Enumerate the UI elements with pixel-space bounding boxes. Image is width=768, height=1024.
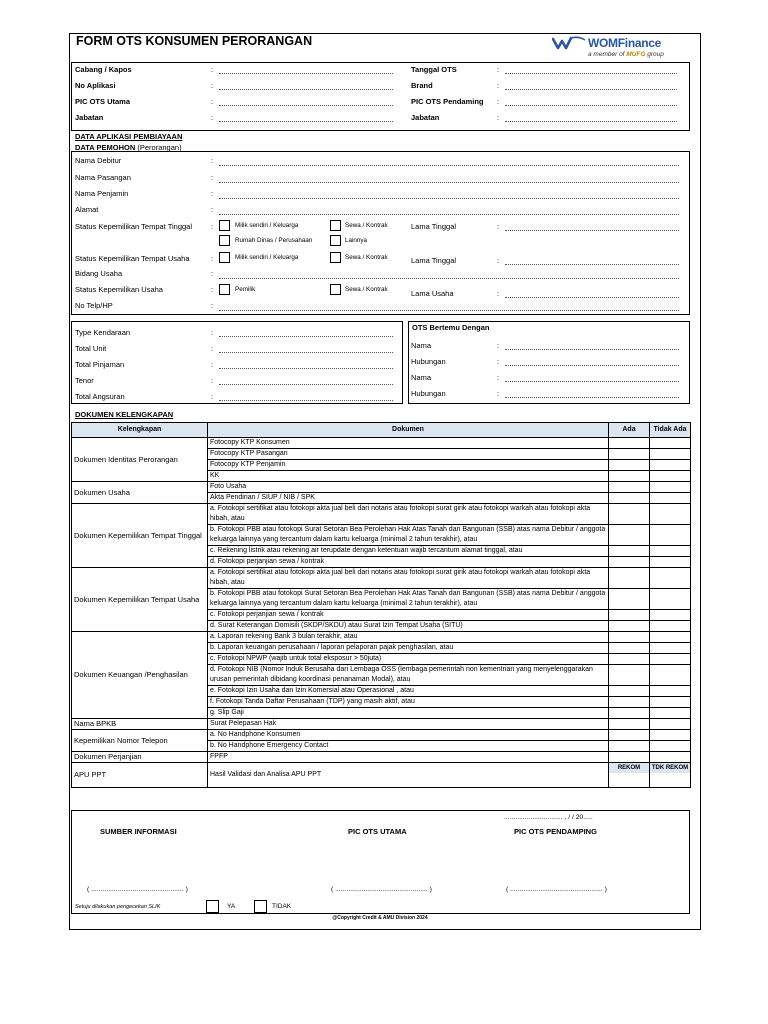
ada-cell[interactable] (609, 752, 650, 763)
ada-cell[interactable] (609, 730, 650, 741)
opt-usaha-sewa: Sewa / Kontrak (345, 254, 388, 261)
tidak-ada-cell[interactable] (650, 665, 691, 686)
colon: : (497, 389, 500, 398)
kelengkapan-cell: Dokumen Perjanjian (72, 752, 208, 763)
colon: : (211, 173, 214, 182)
dokumen-cell: KK (208, 471, 609, 482)
tidak-ada-cell[interactable] (650, 708, 691, 719)
dokumen-cell: FPFP (208, 752, 609, 763)
kelengkapan-cell: Kepemilikan Nomor Telepon (72, 730, 208, 752)
ots-hubungan-1-field[interactable] (505, 365, 679, 366)
pic-utama-signature[interactable]: ( ................................................. ) (331, 886, 432, 893)
dokumen-cell: c. Fotokopi NPWP (wajib untuk total eksposur > 50juta) (208, 654, 609, 665)
ada-cell[interactable] (609, 632, 650, 643)
footer-copyright: @Copyright Credit & AMU Division 2024 (332, 915, 428, 921)
dokumen-cell: Fotocopy KTP Konsumen (208, 438, 609, 449)
tidak-ada-cell[interactable] (650, 493, 691, 504)
jabatan-field[interactable] (219, 121, 393, 122)
ada-cell[interactable] (609, 610, 650, 621)
slik-ya-label: YA (227, 903, 236, 910)
slik-consent-label: Setuju dilakukan pengecekan SLIK (75, 904, 161, 910)
dokumen-cell: a. No Handphone Konsumen (208, 730, 609, 741)
colon: : (211, 222, 214, 231)
tdk-rekom-cell[interactable] (650, 763, 691, 788)
opt-lainnya: Lainnya (345, 237, 368, 244)
opt-pemilik: Pemilik (235, 286, 256, 293)
date-line[interactable]: ............................... , / / 20..... (504, 814, 593, 821)
pic-ots-pendaming-field[interactable] (505, 105, 677, 106)
colon: : (497, 97, 500, 106)
ots-bertemu-box (408, 321, 690, 404)
dokumen-cell: a. Laporan rekening Bank 3 bulan terakhir, atau (208, 632, 609, 643)
usaha-sewa-checkbox[interactable] (330, 252, 341, 263)
dokumen-cell: a. Fotokopi sertifikat atau fotokopi akta jual beli dari notaris atau fotokopi surat girik atau fotokopi warkah atau fotokopi akta hibah, atau (208, 504, 609, 525)
table-row (72, 632, 691, 643)
header-tidak-ada: Tidak Ada (650, 423, 691, 438)
logo-subtitle: a member of MUFG group (588, 51, 664, 58)
lama-tinggal-usaha-label: Lama Tinggal (411, 256, 457, 265)
kelengkapan-cell: Dokumen Kepemilikan Tempat Usaha (72, 568, 208, 632)
ada-cell[interactable] (609, 525, 650, 546)
ots-nama-2-label: Nama (411, 373, 432, 382)
table-row (72, 482, 691, 493)
table-header-row (72, 423, 691, 438)
colon: : (211, 156, 214, 165)
colon: : (211, 269, 214, 278)
milik-sewa-checkbox[interactable] (330, 284, 341, 295)
colon: : (211, 392, 214, 401)
tidak-ada-cell[interactable] (650, 471, 691, 482)
colon: : (211, 254, 214, 263)
dokumen-cell: Akta Pendirian / SIUP / NIB / SPK (208, 493, 609, 504)
colon: : (211, 376, 214, 385)
lama-usaha-label: Lama Usaha (411, 289, 454, 298)
tenor-field[interactable] (219, 384, 393, 385)
brand-label: Brand (411, 81, 433, 90)
table-row (72, 752, 691, 763)
tidak-ada-cell[interactable] (650, 741, 691, 752)
table-row (72, 504, 691, 525)
tidak-ada-cell[interactable] (650, 557, 691, 568)
lama-tinggal-label: Lama Tinggal (411, 222, 457, 231)
colon: : (211, 344, 214, 353)
nama-debitur-field[interactable] (219, 165, 679, 166)
cabang-field[interactable] (219, 73, 393, 74)
dokumen-cell: g. Slip Gaji (208, 708, 609, 719)
sumber-signature[interactable]: ( ................................................. ) (87, 886, 188, 893)
total-angsuran-field[interactable] (219, 400, 393, 401)
pic-ots-pendaming-label: PIC OTS Pendaming (411, 97, 484, 106)
rumah-dinas-checkbox[interactable] (219, 235, 230, 246)
tidak-ada-cell[interactable] (650, 752, 691, 763)
tidak-ada-cell[interactable] (650, 632, 691, 643)
colon: : (497, 373, 500, 382)
ada-cell[interactable] (609, 621, 650, 632)
milik-sendiri-checkbox[interactable] (219, 220, 230, 231)
tidak-ada-cell[interactable] (650, 438, 691, 449)
dokumen-cell: Fotocopy KTP Penjamin (208, 460, 609, 471)
jabatan-right-label: Jabatan (411, 113, 440, 122)
kelengkapan-cell: Dokumen Kepemilikan Tempat Tinggal (72, 504, 208, 568)
dokumen-cell: d. Fotokopi NIB (Nomor Induk Berusaha dari Lembaga OSS (lembaga pemerintah non kementrian yang menyelenggarakan urusan pemerintah dibidang koordinasi penanaman Modal), atau (208, 665, 609, 686)
tdk-rekom-label: TDK REKOM (651, 765, 689, 771)
nama-pasangan-label: Nama Pasangan (75, 173, 131, 182)
dokumen-cell: d. Surat Keterangan Domisili (SKDP/SKDU) atau Surat Izin Tempat Usaha (SITU) (208, 621, 609, 632)
sewa-kontrak-checkbox[interactable] (330, 220, 341, 231)
colon: : (497, 113, 500, 122)
pic-ots-pendamping-sign-label: PIC OTS PENDAMPING (514, 827, 597, 836)
colon: : (497, 289, 500, 298)
ada-cell[interactable] (609, 438, 650, 449)
table-row (72, 568, 691, 589)
nama-penjamin-label: Nama Penjamin (75, 189, 129, 198)
colon: : (497, 81, 500, 90)
telp-field[interactable] (219, 310, 679, 311)
colon: : (497, 222, 500, 231)
dokumen-cell: f. Fotokopi Tanda Daftar Perusahaan (TDP) yang masih aktif, atau (208, 697, 609, 708)
lama-usaha-field[interactable] (505, 297, 679, 298)
colon: : (497, 256, 500, 265)
pic-pendamping-signature[interactable]: ( ................................................. ) (506, 886, 607, 893)
jabatan-label: Jabatan (75, 113, 104, 122)
ots-bertemu-title: OTS Bertemu Dengan (412, 323, 490, 332)
ada-cell[interactable] (609, 471, 650, 482)
apu-ppt-label: APU PPT (72, 763, 208, 788)
total-unit-label: Total Unit (75, 344, 107, 353)
ada-cell[interactable] (609, 665, 650, 686)
no-aplikasi-field[interactable] (219, 89, 393, 90)
bidang-usaha-label: Bidang Usaha (75, 269, 123, 278)
tidak-ada-cell[interactable] (650, 525, 691, 546)
lama-tinggal-usaha-field[interactable] (505, 264, 679, 265)
pic-ots-utama-label: PIC OTS Utama (75, 97, 131, 106)
colon: : (211, 301, 214, 310)
pemilik-checkbox[interactable] (219, 284, 230, 295)
opt-milik-sendiri: Milik sendiri / Keluarga (235, 222, 299, 229)
table-row (72, 438, 691, 449)
cabang-label: Cabang / Kapos (75, 65, 132, 74)
data-aplikasi-heading: DATA APLIKASI PEMBIAYAAN (75, 132, 183, 141)
tidak-ada-cell[interactable] (650, 568, 691, 589)
nama-penjamin-field[interactable] (219, 198, 679, 199)
ots-nama-1-field[interactable] (505, 349, 679, 350)
dokumen-cell: e. Fotokopi Izin Usaha dan Izin Komersial atau Operasional , atau (208, 686, 609, 697)
telp-label: No Telp/HP (75, 301, 113, 310)
colon: : (211, 328, 214, 337)
kelengkapan-cell: Dokumen Keuangan /Penghasilan (72, 632, 208, 719)
colon: : (211, 65, 214, 74)
tenor-label: Tenor (75, 376, 94, 385)
header-ada: Ada (609, 423, 650, 438)
tidak-ada-cell[interactable] (650, 546, 691, 557)
data-pemohon-heading: DATA PEMOHON (Perorangan) (75, 143, 182, 152)
dokumen-cell: b. Fotokopi PBB atau fotokopi Surat Setoran Bea Perolehan Hak Atas Tanah dan Bangunan (SSB) atas nama Debitur / anggota keluarga lainnya yang tercantum dalam kartu keluarga (minimal 2 tahun terakhir), atau (208, 589, 609, 610)
dokumen-heading: DOKUMEN KELENGKAPAN (75, 410, 174, 419)
alamat-field[interactable] (219, 214, 679, 215)
pic-ots-utama-field[interactable] (219, 105, 393, 106)
ada-cell[interactable] (609, 686, 650, 697)
usaha-milik-sendiri-checkbox[interactable] (219, 252, 230, 263)
ada-cell[interactable] (609, 482, 650, 493)
rekom-label: REKOM (609, 763, 649, 773)
opt-rumah-dinas: Rumah Dinas / Perusahaan (235, 237, 313, 244)
header-kelengkapan: Kelengkapan (72, 423, 208, 438)
colon: : (211, 205, 214, 214)
opt-milik-sewa: Sewa / Kontrak (345, 286, 388, 293)
dokumen-cell: Surat Pelepasan Hak (208, 719, 609, 730)
dokumen-table-body (72, 438, 691, 788)
kelengkapan-cell: Dokumen Usaha (72, 482, 208, 504)
ada-cell[interactable] (609, 708, 650, 719)
ada-cell[interactable] (609, 449, 650, 460)
colon: : (211, 360, 214, 369)
ada-cell[interactable] (609, 504, 650, 525)
page-title: FORM OTS KONSUMEN PERORANGAN (76, 34, 313, 48)
ada-cell[interactable] (609, 643, 650, 654)
tidak-ada-cell[interactable] (650, 589, 691, 610)
rekom-cell[interactable] (609, 763, 650, 788)
table-row (72, 730, 691, 741)
pic-ots-utama-sign-label: PIC OTS UTAMA (348, 827, 407, 836)
ada-cell[interactable] (609, 460, 650, 471)
type-kendaraan-field[interactable] (219, 336, 393, 337)
status-milik-usaha-label: Status Kepemilikan Usaha (75, 285, 163, 294)
colon: : (211, 81, 214, 90)
ots-hubungan-2-field[interactable] (505, 397, 679, 398)
status-tinggal-label: Status Kepemilikan Tempat Tinggal (75, 222, 193, 231)
ots-nama-1-label: Nama (411, 341, 432, 350)
ots-nama-2-field[interactable] (505, 381, 679, 382)
dokumen-cell: b. Fotokopi PBB atau fotokopi Surat Setoran Bea Perolehan Hak Atas Tanah dan Bangunan (SSB) atas nama Debitur / anggota keluarga lainnya yang tercantum dalam kartu keluarga (minimal 2 tahun terakhir), atau (208, 525, 609, 546)
apu-ppt-row (72, 763, 691, 788)
slik-tidak-label: TIDAK (272, 903, 292, 910)
tanggal-ots-label: Tanggal OTS (411, 65, 457, 74)
tidak-ada-cell[interactable] (650, 621, 691, 632)
tidak-ada-cell[interactable] (650, 643, 691, 654)
tidak-ada-cell[interactable] (650, 460, 691, 471)
tidak-ada-cell[interactable] (650, 730, 691, 741)
total-unit-field[interactable] (219, 352, 393, 353)
colon: : (211, 285, 214, 294)
ada-cell[interactable] (609, 568, 650, 589)
colon: : (211, 189, 214, 198)
no-aplikasi-label: No Aplikasi (75, 81, 116, 90)
dokumen-cell: a. Fotokopi sertifikat atau fotokopi akta jual beli dari notaris atau fotokopi surat girik atau fotokopi warkah atau fotokopi akta hibah, atau (208, 568, 609, 589)
kelengkapan-cell: Nama BPKB (72, 719, 208, 730)
lainnya-checkbox[interactable] (330, 235, 341, 246)
ada-cell[interactable] (609, 493, 650, 504)
tidak-ada-cell[interactable] (650, 686, 691, 697)
colon: : (211, 97, 214, 106)
ada-cell[interactable] (609, 654, 650, 665)
ada-cell[interactable] (609, 557, 650, 568)
logo-text: WOMFinance (588, 36, 662, 50)
ada-cell[interactable] (609, 697, 650, 708)
opt-sewa-kontrak: Sewa / Kontrak (345, 222, 388, 229)
colon: : (497, 65, 500, 74)
tidak-ada-cell[interactable] (650, 449, 691, 460)
slik-ya-checkbox[interactable] (206, 900, 219, 913)
tidak-ada-cell[interactable] (650, 482, 691, 493)
total-pinjaman-label: Total Pinjaman (75, 360, 125, 369)
dokumen-cell: b. No Handphone Emergency Contact (208, 741, 609, 752)
lama-tinggal-field[interactable] (505, 230, 679, 231)
kelengkapan-cell: Dokumen Identitas Perorangan (72, 438, 208, 482)
ada-cell[interactable] (609, 589, 650, 610)
colon: : (497, 357, 500, 366)
dokumen-cell: c. Rekening listrik atau rekening air terupdate dengan ketentuan wajib tercantum alamat tinggal, atau (208, 546, 609, 557)
ada-cell[interactable] (609, 546, 650, 557)
status-usaha-label: Status Kepemilikan Tempat Usaha (75, 254, 190, 263)
slik-tidak-checkbox[interactable] (254, 900, 267, 913)
colon: : (211, 113, 214, 122)
total-angsuran-label: Total Angsuran (75, 392, 125, 401)
dokumen-cell: Foto Usaha (208, 482, 609, 493)
type-kendaraan-label: Type Kendaraan (75, 328, 131, 337)
brand-field[interactable] (505, 89, 677, 90)
ots-hubungan-1-label: Hubungan (411, 357, 446, 366)
jabatan-right-field[interactable] (505, 121, 677, 122)
ada-cell[interactable] (609, 719, 650, 730)
bidang-usaha-field[interactable] (219, 278, 679, 279)
tidak-ada-cell[interactable] (650, 654, 691, 665)
dokumen-table (71, 422, 691, 788)
opt-usaha-milik-sendiri: Milik sendiri / Keluarga (235, 254, 299, 261)
colon: : (497, 341, 500, 350)
dokumen-cell: Fotocopy KTP Pasangan (208, 449, 609, 460)
tanggal-ots-field[interactable] (505, 73, 677, 74)
dokumen-cell: c. Fotokopi perjanjian sewa / kontrak (208, 610, 609, 621)
ada-cell[interactable] (609, 741, 650, 752)
alamat-label: Alamat (75, 205, 99, 214)
header-dokumen: Dokumen (208, 423, 609, 438)
apu-ppt-dokumen: Hasil Validasi dan Analisa APU PPT (208, 763, 609, 788)
signature-box (71, 810, 690, 914)
nama-debitur-label: Nama Debitur (75, 156, 122, 165)
wom-logo-icon (552, 36, 586, 50)
tidak-ada-cell[interactable] (650, 697, 691, 708)
dokumen-cell: d. Fotokopi perjanjian sewa / kontrak (208, 557, 609, 568)
nama-pasangan-field[interactable] (219, 182, 679, 183)
dokumen-cell: b. Laporan keuangan perusahaan / laporan pelaporan pajak penghasilan, atau (208, 643, 609, 654)
sumber-informasi-label: SUMBER INFORMASI (100, 827, 177, 836)
total-pinjaman-field[interactable] (219, 368, 393, 369)
ots-hubungan-2-label: Hubungan (411, 389, 446, 398)
table-row (72, 719, 691, 730)
tidak-ada-cell[interactable] (650, 719, 691, 730)
tidak-ada-cell[interactable] (650, 504, 691, 525)
tidak-ada-cell[interactable] (650, 610, 691, 621)
